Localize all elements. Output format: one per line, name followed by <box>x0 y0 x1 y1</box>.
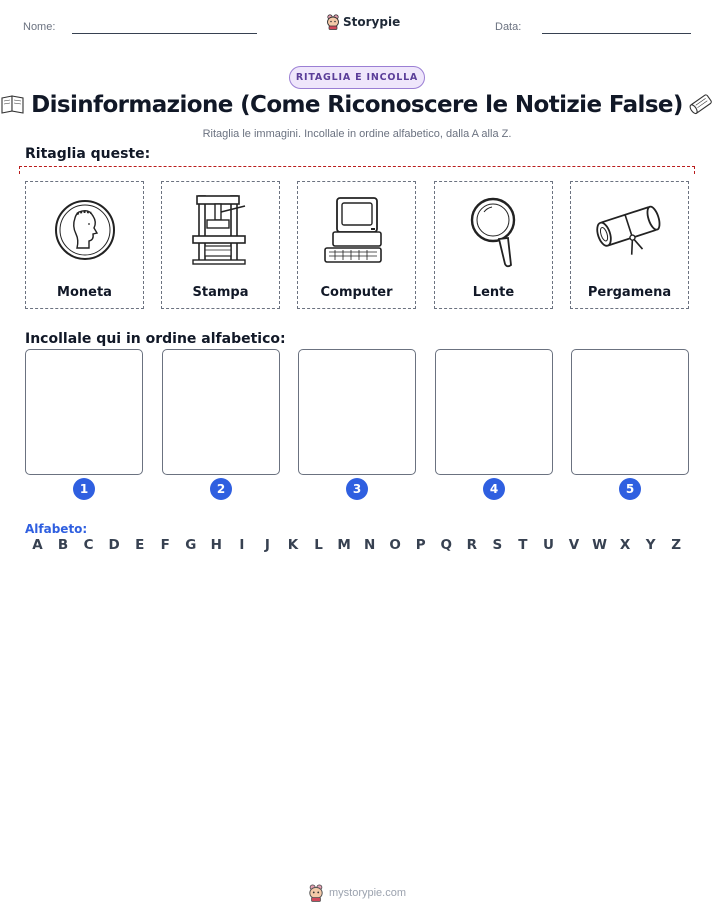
brand-logo <box>326 14 400 30</box>
alphabet-letter: E <box>135 537 145 553</box>
alphabet-letter: K <box>287 537 299 553</box>
alphabet-letter: S <box>492 537 503 553</box>
footer <box>308 884 406 902</box>
page-title: Disinformazione (Come Riconoscere le Notizie False) <box>31 92 683 118</box>
scroll-decoration-icon <box>688 90 714 118</box>
footer-url[interactable]: mystorypie.com <box>329 887 407 899</box>
alphabet-letter: A <box>32 537 43 553</box>
mascot-icon <box>308 884 324 902</box>
card-label: Pergamena <box>587 285 672 300</box>
alphabet-letter: Z <box>671 537 682 553</box>
slot-number-2: 2 <box>210 478 232 500</box>
scroll-icon <box>590 190 670 270</box>
alphabet-letter: B <box>57 537 69 553</box>
alphabet-letter: N <box>363 537 376 553</box>
cutout-card-pergamena[interactable] <box>570 181 689 309</box>
cut-line <box>19 166 695 174</box>
alphabet-letter: Q <box>440 537 452 553</box>
computer-icon <box>317 190 397 270</box>
alphabet-letter: F <box>160 537 170 553</box>
alphabet-letter: T <box>518 537 528 553</box>
paste-heading: Incollale qui in ordine alfabetico: <box>25 331 286 347</box>
paste-box-5[interactable] <box>571 349 689 475</box>
cutout-card-moneta[interactable] <box>25 181 144 309</box>
slot-number-4: 4 <box>483 478 505 500</box>
card-label: Moneta <box>57 285 112 300</box>
cut-heading: Ritaglia queste: <box>25 146 151 162</box>
name-field-line[interactable] <box>72 33 257 34</box>
alphabet-letter: H <box>210 537 222 553</box>
name-label: Nome: <box>23 21 56 33</box>
slot-number-3: 3 <box>346 478 368 500</box>
alphabet-letter: W <box>592 537 607 553</box>
slot-number-5: 5 <box>619 478 641 500</box>
activity-badge: RITAGLIA E INCOLLA <box>289 66 425 89</box>
card-label: Lente <box>472 285 515 300</box>
alphabet-letter: I <box>239 537 245 553</box>
alphabet-letter: U <box>542 537 554 553</box>
magnifying-glass-icon <box>454 190 534 270</box>
cutout-card-stampa[interactable] <box>161 181 280 309</box>
paste-box-4[interactable] <box>435 349 553 475</box>
paste-box-1[interactable] <box>25 349 143 475</box>
alphabet-letter: R <box>466 537 477 553</box>
coin-icon <box>45 190 125 270</box>
date-field-line[interactable] <box>542 33 691 34</box>
cutout-card-computer[interactable] <box>297 181 416 309</box>
alphabet-letter: G <box>185 537 197 553</box>
alphabet-letter: M <box>337 537 351 553</box>
slot-number-1: 1 <box>73 478 95 500</box>
mascot-icon <box>326 14 340 30</box>
alphabet-letter: Y <box>645 537 656 553</box>
card-label: Computer <box>320 285 393 300</box>
paste-box-2[interactable] <box>162 349 280 475</box>
instructions: Ritaglia le immagini. Incollale in ordine alfabetico, dalla A alla Z. <box>202 128 512 140</box>
alphabet-letter: L <box>314 537 323 553</box>
alphabet-letter: O <box>389 537 401 553</box>
alphabet-letter: J <box>264 537 270 553</box>
alphabet-letter: D <box>108 537 120 553</box>
alphabet-letter: X <box>619 537 631 553</box>
cutout-card-lente[interactable] <box>434 181 553 309</box>
alphabet-row <box>25 537 689 553</box>
brand-name: Storypie <box>343 15 401 29</box>
paste-box-3[interactable] <box>298 349 416 475</box>
alphabet-heading: Alfabeto: <box>25 522 88 536</box>
card-label: Stampa <box>192 285 249 300</box>
date-label: Data: <box>495 21 522 33</box>
printing-press-icon <box>181 190 261 270</box>
alphabet-letter: C <box>83 537 94 553</box>
alphabet-letter: V <box>568 537 580 553</box>
alphabet-letter: P <box>415 537 426 553</box>
